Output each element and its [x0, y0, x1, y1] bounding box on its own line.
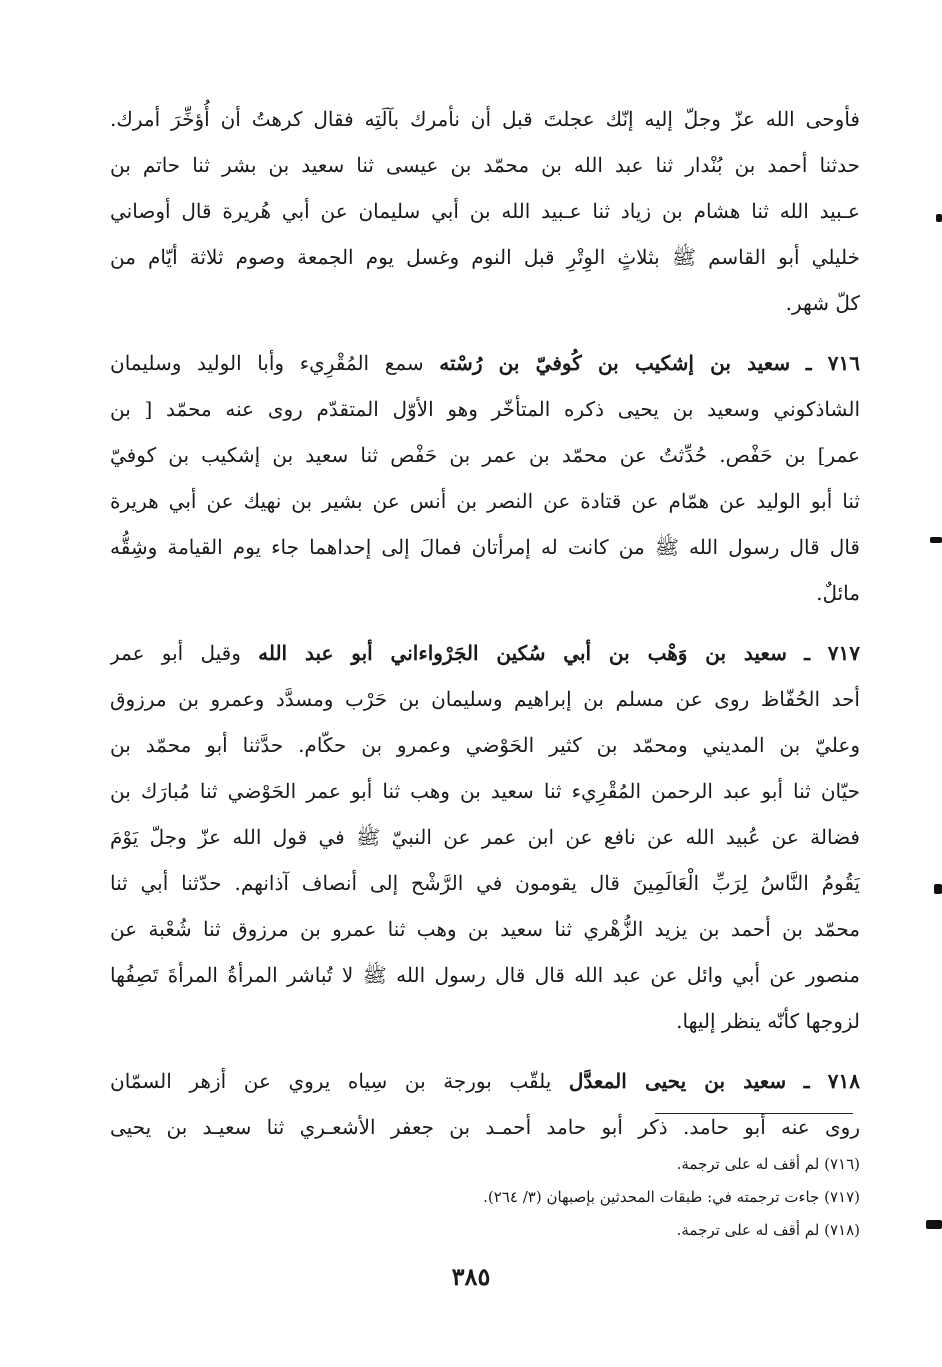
footnote: (٧١٦) لم أقف له على ترجمة.	[676, 1155, 860, 1173]
paragraph-continuation	[110, 96, 860, 326]
footnote-divider	[655, 1113, 853, 1114]
text-line: مائلٌ.	[816, 581, 860, 605]
entry-heading-line	[110, 630, 860, 676]
entry-number: ٧١٦ ـ	[805, 351, 860, 375]
text-line: فأوحى الله عزّ وجلّ إليه إنّك عجلتَ قبل أن نأمرك بآلَتِه فقال كرهتُ أن أُؤخِّرَ أمرك.	[110, 107, 860, 131]
text-line: الشاذكوني وسعيد بن يحيى ذكره المتأخّر وهو الأوّل المتقدّم روى عنه محمّد [ بن	[110, 397, 860, 421]
text-line: وعليّ بن المديني ومحمّد بن كثير الحَوْضي وعمرو بن حكّام. حدَّثنا أبو محمّد بن	[110, 733, 860, 757]
entry-heading-line	[110, 340, 860, 386]
footnotes	[260, 1148, 860, 1247]
scan-edge-mark	[930, 537, 942, 543]
entry-name: سعيد بن إشكيب بن كُوفيّ بن رُسْته	[439, 351, 791, 375]
footnote: (٧١٨) لم أقف له على ترجمة.	[676, 1221, 860, 1239]
text-line: خليلي أبو القاسم ﷺ بثلاثٍ الوِتْرِ قبل النوم وغسل يوم الجمعة وصوم ثلاثة أيّام من	[110, 245, 860, 269]
footnote: (٧١٧) جاءت ترجمته في: طبقات المحدثين بإصبهان (٣/ ٢٦٤).	[483, 1188, 860, 1206]
entry-717	[110, 630, 860, 1044]
text-line: كلّ شهر.	[785, 291, 860, 315]
text-line: منصور عن أبي وائل عن عبد الله قال قال رسول الله ﷺ لا تُباشر المرأةُ المرأةَ تَصِفُها	[110, 963, 860, 987]
entry-number: ٧١٧ ـ	[804, 641, 860, 665]
scan-edge-mark	[934, 884, 942, 894]
text-line: محمّد بن أحمد بن يزيد الزُّهْري ثنا سعيد بن وهب ثنا عمرو بن مرزوق ثنا شُعْبة عن	[110, 917, 860, 941]
text-line: أحد الحُفّاظ روى عن مسلم بن إبراهيم وسليمان بن حَرْب ومسدَّد وعمرو بن مرزوق	[110, 687, 860, 711]
text-line: عمر] بن حَفْص. حُدِّثتُ عن محمّد بن عمر بن حَفْص ثنا سعيد بن إشكيب بن كوفيّ	[110, 443, 860, 467]
text-line: وقيل أبو عمر	[110, 641, 241, 665]
text-line: قال قال رسول الله ﷺ من كانت له إمرأتان فمالَ إلى إحداهما جاء يوم القيامة وشِقُّه	[110, 535, 860, 559]
body-text	[110, 96, 860, 1150]
scan-edge-mark	[926, 1220, 942, 1229]
entry-number: ٧١٨ ـ	[803, 1069, 860, 1093]
text-line: فضالة عن عُبيد الله عن نافع عن ابن عمر عن النبيّ ﷺ في قول الله عزّ وجلّ يَوْمَ	[110, 825, 860, 849]
entry-718	[110, 1058, 860, 1150]
entry-heading-line	[110, 1058, 860, 1104]
text-line: يلقّب بورجة بن سِياه يروي عن أزهر السمّان	[110, 1069, 552, 1093]
text-line: ثنا أبو الوليد عن همّام عن قتادة عن النصر بن أنس عن بشير بن نهيك عن أبي هريرة	[110, 489, 860, 513]
text-line: سمع المُقْرِيء وأبا الوليد وسليمان	[110, 351, 424, 375]
text-line: يَقُومُ النَّاسُ لِرَبِّ الْعَالَمِينَ قال يقومون في الرَّشْح إلى أنصاف آذانهم. حدّثنا أبي ثنا	[110, 871, 860, 895]
text-line: لزوجها كأنّه ينظر إليها.	[676, 1009, 860, 1033]
text-line: حدثنا أحمد بن بُنْدار ثنا عبد الله بن محمّد بن عيسى ثنا سعيد بن بشر ثنا حاتم بن	[110, 153, 860, 177]
entry-name: سعيد بن وَهْب بن أبي سُكين الجَرْواءاني أبو عبد الله	[258, 641, 787, 665]
text-line: عـبيد الله ثنا هشام بن زياد ثنا عـبيد الله بن أبي سليمان عن أبي هُريرة قال أوصاني	[110, 199, 860, 223]
entry-716	[110, 340, 860, 616]
entry-name: سعيد بن يحيى المعدَّل	[568, 1069, 787, 1093]
text-line: روى عنه أبو حامد. ذكر أبو حامد أحمـد بن جعفر الأشعـري ثنا سعيـد بن يحيى	[110, 1115, 860, 1139]
text-line: حيّان ثنا أبو عبد الرحمن المُقْرِيء ثنا سعيد بن وهب ثنا أبو عمر الحَوْضي ثنا مُبارَك بن	[110, 779, 860, 803]
page-number: ٣٨٥	[451, 1262, 491, 1291]
scan-edge-mark	[936, 214, 942, 222]
